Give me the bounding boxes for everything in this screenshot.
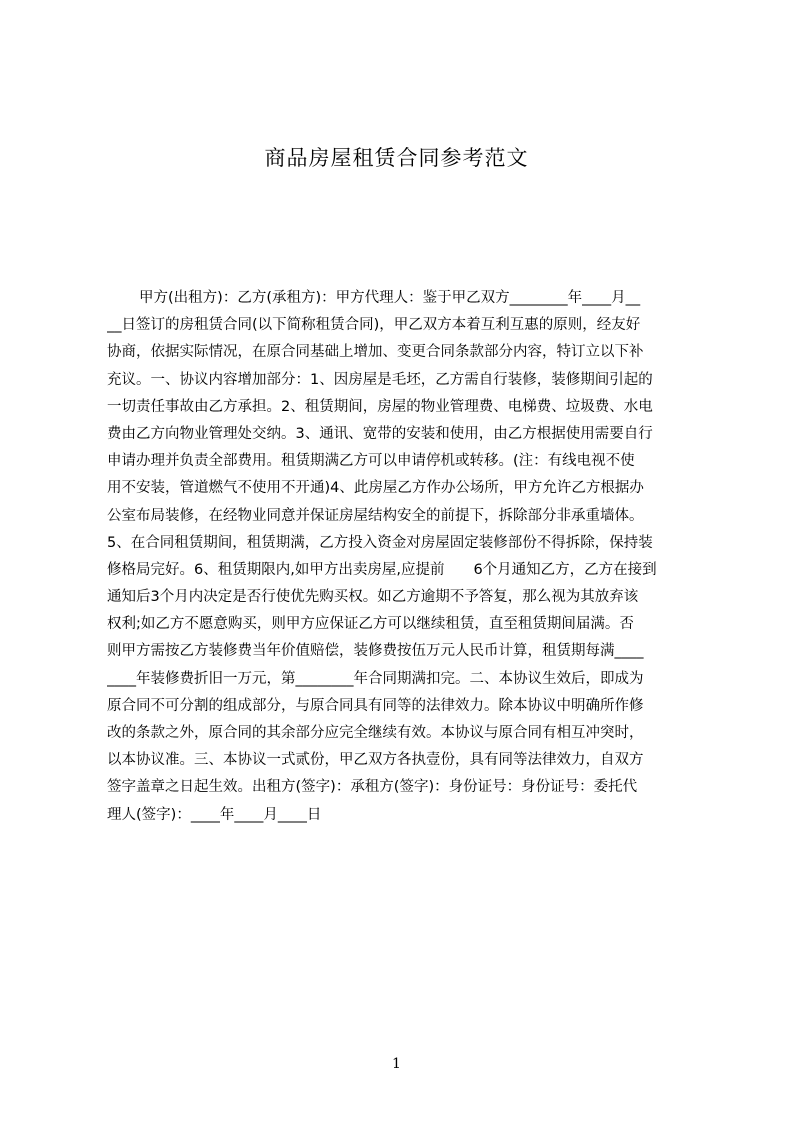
body-line: 理人(签字)：____年____月____日 bbox=[107, 806, 322, 823]
body-line: 一切责任事故由乙方承担。2、租赁期间，房屋的物业管理费、电梯费、垃圾费、水电 bbox=[107, 398, 653, 415]
body-line: 用不安装，管道燃气不使用不开通)4、此房屋乙方作办公场所，甲方允许乙方根据办 bbox=[107, 480, 644, 497]
document-title: 商品房屋租赁合同参考范文 bbox=[264, 146, 529, 170]
body-line: 以本协议准。三、本协议一式贰份，甲乙双方各执壹份，具有同等法律效力，自双方 bbox=[107, 752, 644, 769]
body-line: __日签订的房租赁合同(以下简称租赁合同)，甲乙双方本着互利互惠的原则，经友好 bbox=[107, 317, 641, 334]
contract-body bbox=[107, 285, 699, 829]
body-line: 权利;如乙方不愿意购买，则甲方应保证乙方可以继续租赁，直至租赁期间届满。否 bbox=[107, 616, 634, 633]
body-line: 申请办理并负责全部费用。租赁期满乙方可以申请停机或转移。(注：有线电视不使 bbox=[107, 453, 635, 470]
body-line: 充议。一、协议内容增加部分：1、因房屋是毛坯，乙方需自行装修，装修期间引起的 bbox=[107, 371, 653, 388]
body-line: 协商，依据实际情况，在原合同基础上增加、变更合同条款部分内容，特订立以下补 bbox=[107, 344, 644, 361]
body-line: 修格局完好。6、租赁期限内,如甲方出卖房屋,应提前 6个月通知乙方，乙方在接到 bbox=[107, 561, 657, 578]
page-number: 1 bbox=[392, 1056, 401, 1072]
body-line: 则甲方需按乙方装修费当年价值赔偿，装修费按伍万元人民币计算，租赁期每满____ bbox=[107, 643, 644, 660]
body-line: ____年装修费折旧一万元，第________年合同期满扣完。二、本协议生效后，即成为 bbox=[107, 670, 644, 687]
body-line: 公室布局装修，在经物业同意并保证房屋结构安全的前提下，拆除部分非承重墙体。 bbox=[107, 507, 644, 524]
body-line: 甲方(出租方)：乙方(承租方)：甲方代理人：鉴于甲乙双方________年____月__ bbox=[139, 290, 641, 306]
body-line: 通知后3个月内决定是否行使优先购买权。如乙方逾期不予答复，那么视为其放弃该 bbox=[107, 589, 639, 606]
body-line: 费由乙方向物业管理处交纳。3、通讯、宽带的安装和使用，由乙方根据使用需要自行 bbox=[107, 425, 653, 442]
body-line: 签字盖章之日起生效。出租方(签字)：承租方(签字)：身份证号：身份证号：委托代 bbox=[107, 779, 638, 796]
body-line: 改的条款之外，原合同的其余部分应完全继续有效。本协议与原合同有相互冲突时， bbox=[107, 725, 644, 741]
body-line: 5、在合同租赁期间，租赁期满，乙方投入资金对房屋固定装修部份不得拆除，保持装 bbox=[107, 534, 653, 551]
body-line: 原合同不可分割的组成部分，与原合同具有同等的法律效力。除本协议中明确所作修 bbox=[107, 697, 644, 714]
